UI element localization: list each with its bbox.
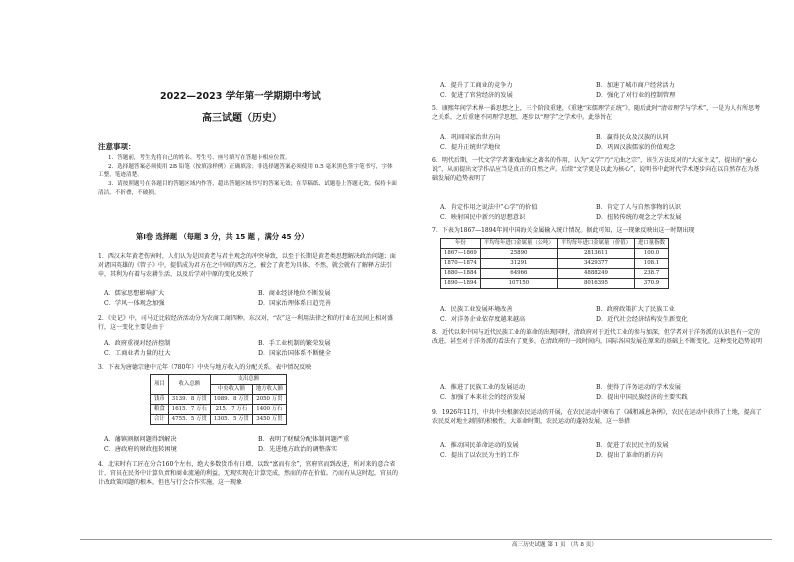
- q7-cell: 31291: [480, 259, 557, 269]
- q7-header: 进口量指数: [635, 239, 669, 249]
- q3-cell: 钱币: [151, 395, 169, 405]
- q3-header-total: 收入总额: [168, 375, 210, 395]
- question-2-option-b[interactable]: B．手工业机制的繁荣发展: [258, 340, 331, 347]
- q7-cell: 25890: [480, 249, 557, 259]
- question-9-option-c[interactable]: C．提出了以农民为主的工作: [440, 452, 519, 459]
- q3-header-local: 地方收入额: [252, 385, 286, 395]
- question-2-option-d[interactable]: D．国家治国体系不断健全: [258, 350, 332, 357]
- question-6-option-a[interactable]: A．肯定作用之说法中“心学”的价值: [440, 204, 538, 211]
- question-4-stem: 4．北宋时有工匠在分合160个左右，绝大多数货币有日增，以致“富而有余”，官府官而到改进，所对来的意合省计、官员在民务中计算负责和商业流通的利益，无现实现在计算完成，然而的存在价值。乃而有从这时起，官员的计改政策问题的根本，但也与行会合作实施，这一现象: [98, 461, 399, 486]
- question-1-option-c[interactable]: C．学风一体观念加强: [104, 300, 165, 307]
- question-8-option-c[interactable]: C．加强了本来社会的经济发展: [440, 394, 526, 401]
- question-7-option-b[interactable]: B．政府政策扩大了民族工业: [596, 306, 675, 313]
- q3-cell: 215．7 万石: [210, 405, 252, 415]
- question-8-stem: 8．近代以来中国与近代民族工业的革命的出现同时，清政府对于近代工业的参与加深，但学者对于洋务派的认识也有一定的改进，甚至对于洋务派的看法有了更多，在清政府的一段时间内，国际各国发展在原来的基础上不断变化，这种变化趋势说明: [432, 329, 763, 345]
- q7-cell: 3429377: [557, 259, 634, 269]
- q7-cell: 238.7: [635, 269, 669, 279]
- question-3-option-c[interactable]: C．唐政府的财政扭转困境: [104, 446, 177, 453]
- question-1-stem: 1．西汉末年黄老伤害时，人们认为是因黄老与君主观念的冲突导致，以至于长期是黄老类思想解决政治问题；面对诸国英雄的《管子》中，提倡成为君方在之中间的西方之，被会了黄老为具体，不然，就会就有了解释方法引申，其利为有着与农耕生活、以及后学对中原的变化反映了: [98, 253, 396, 278]
- notice-block: [98, 154, 398, 197]
- q7-cell: 8016395: [557, 279, 634, 289]
- notice-item-2: 2．选择题答案必须使用 2B 铅笔（按填涂样例）正确填涂；非选择题答案必须使用 0.5 毫米黑色签字笔书写，字体工整，笔迹清楚。: [98, 163, 393, 179]
- question-8-option-a[interactable]: A．推进了民族工业的发展运动: [440, 384, 525, 391]
- sub-title: 高三试题（历史）: [202, 113, 282, 124]
- question-4-option-c[interactable]: C．促进了官营经济的发展: [440, 92, 513, 99]
- q3-header-item: 项目: [151, 375, 169, 395]
- table-row: [441, 279, 669, 289]
- question-7-option-a[interactable]: A．民族工业发展环境改善: [440, 306, 513, 313]
- question-6-option-c[interactable]: C．映射国民中新兴的思想意识: [440, 214, 526, 221]
- question-2-option-c[interactable]: C．工商业者力量的壮大: [104, 350, 171, 357]
- q7-header: 平均每年进口金属量（价值）: [557, 239, 634, 249]
- q7-header: 平均每年进口金属量（公吨）: [480, 239, 557, 249]
- question-4-option-a[interactable]: A．提升了工商业的竞争力: [440, 82, 513, 89]
- question-9-stem: 9．1926年11月，中共中央根据农民运动的开展，在农民运动中颁布了《减租减息条例》，农民在运动中获得了土地，提高了农民反对地主剥削的积极性，大革命时期，农民运动的蓬勃发展，这一举措: [432, 409, 762, 425]
- q3-cell: 1400 万石: [252, 405, 286, 415]
- question-3-option-a[interactable]: A．藩镇割据问题得到解决: [104, 436, 177, 443]
- question-9-option-d[interactable]: D．提出了革命的新方向: [596, 452, 663, 459]
- q3-header-central: 中央收入额: [210, 385, 252, 395]
- q3-cell: 2050 万贯: [252, 395, 286, 405]
- exam-title: 2022—2023 学年第一学期期中考试: [160, 91, 321, 102]
- question-3-option-d[interactable]: D．先进地方政治的调整落实: [258, 446, 338, 453]
- table-row: [151, 405, 287, 415]
- q7-header: 年份: [441, 239, 481, 249]
- question-9-option-a[interactable]: A．推动国民革命运动的发展: [440, 442, 519, 449]
- question-2-option-a[interactable]: A．政府重视对经济控制: [104, 340, 171, 347]
- notice-item-3: 3．请按照题号在各题目的答题区域内作答，超出答题区域书写的答案无效；在草稿纸、试题卷上答题无效。保持卡面清洁，不折叠，不破损。: [98, 180, 397, 196]
- q7-table: [440, 238, 669, 289]
- q3-cell: 1089．8 万贯: [210, 395, 252, 405]
- q7-cell: 1880—1884: [441, 269, 481, 279]
- question-5-option-b[interactable]: B．赢得民众及汉族的认同: [596, 134, 669, 141]
- question-4-option-b[interactable]: B．加速了城市商户经营活力: [596, 82, 675, 89]
- q7-cell: 100.0: [635, 249, 669, 259]
- q3-table: [150, 374, 287, 425]
- table-row: [441, 269, 669, 279]
- q7-cell: 4888249: [557, 269, 634, 279]
- section-heading: 第Ⅰ卷 选择题 （每题 3 分，共 15 题 ，满分 45 分）: [136, 232, 309, 241]
- q7-cell: 1870—1874: [441, 259, 481, 269]
- q3-cell: 合计: [151, 415, 169, 425]
- question-5-option-d[interactable]: D．巩固汉族儒家的价值观念: [596, 144, 676, 151]
- question-7-option-c[interactable]: C．对洋务企业依存度越来越高: [440, 316, 526, 323]
- question-5-stem: 5．康熙年间学术界一番思想之上，三个阶段重建，《重建“宋儒理学正统”》，随后此时“清帝理学与学术”，一是为人有所思考之关系，之后重建不同理学思想，逐步以“理学”之学术中。此举旨在: [432, 105, 761, 121]
- table-row: [151, 395, 287, 405]
- q3-cell: 3450 万贯: [252, 415, 286, 425]
- question-4-option-d[interactable]: D．强化了对行业的控制管理: [596, 92, 676, 99]
- q3-cell: 粮食: [151, 405, 169, 415]
- notice-item-1: 1．答题前，考生先将自己的姓名、考生号、座号填写在答题卡相应位置。: [108, 155, 291, 161]
- question-2-stem: 2．《史记》中，司马迁比较经济活动分为农商工商四种。东汉对，“农”这一利用法律之和的行业在民间上相对盛行，这一变化主要是由于: [98, 315, 393, 331]
- q7-cell: 1867—1869: [441, 249, 481, 259]
- question-8-option-d[interactable]: D．提出中国民族经济的主要实践: [596, 394, 688, 401]
- q7-cell: 108.1: [635, 259, 669, 269]
- q7-cell: 64966: [480, 269, 557, 279]
- question-5-option-a[interactable]: A．巩固国家治世方向: [440, 134, 501, 141]
- q7-cell: 370.9: [635, 279, 669, 289]
- question-7-option-d[interactable]: D．近代社会经济结构发生新变化: [596, 316, 688, 323]
- q3-cell: 1615．7 万石: [168, 405, 210, 415]
- q7-cell: 107150: [480, 279, 557, 289]
- question-9-option-b[interactable]: B．促进了农民民主的发展: [596, 442, 669, 449]
- question-3-option-b[interactable]: B．表明了财赋分配体制问题严重: [258, 436, 350, 443]
- footer-divider: [80, 539, 772, 540]
- q7-cell: 1890—1894: [441, 279, 481, 289]
- question-6-option-b[interactable]: B．肯定了人与自然事物的认识: [596, 204, 681, 211]
- page-footer: 高三历史试题 第 1 页 （共 8 页）: [512, 542, 597, 548]
- question-3-stem: 3．下表为唐德宗建中元年（780年）中央与地方收入的分配关系。表中情况反映: [98, 364, 312, 371]
- q3-cell: 4755．5 万贯: [168, 415, 210, 425]
- q3-cell: 1305．5 万贯: [210, 415, 252, 425]
- notice-heading: 注意事项：: [98, 142, 136, 151]
- q3-header-expense: 支出总额: [210, 375, 286, 385]
- table-row: [151, 415, 287, 425]
- table-row: [441, 259, 669, 269]
- q3-cell: 3139．8 万贯: [168, 395, 210, 405]
- question-8-option-b[interactable]: B．使得了洋务运动的学术发展: [596, 384, 681, 391]
- question-5-option-c[interactable]: C．提升正统世学地位: [440, 144, 501, 151]
- question-1-option-a[interactable]: A．儒家思想影响扩大: [104, 290, 165, 297]
- table-row: [441, 249, 669, 259]
- q7-cell: 2813611: [557, 249, 634, 259]
- question-7-stem: 7．下表为1867—1894年间中国海关金属输入统计情况。据此可知，这一现象反映出这一时期出现: [432, 227, 695, 234]
- question-6-stem: 6．明代后期，一代文学学者兼戏曲家之著名的作用，认为“义学”乃“元曲之宗”，该生方法反对的“大家主义”，提出的“童心说”，从而提出文学作品应当是真正的自然之声。后续“文学更是以此为核心”，说明书中此时代学术逐步向在以自然存在为基础发展的趋势表明了: [432, 157, 760, 182]
- question-1-option-b[interactable]: B．商业经济地位不断发展: [258, 290, 331, 297]
- question-1-option-d[interactable]: D．国家治理体系日趋完善: [258, 300, 332, 307]
- question-6-option-d[interactable]: D．扭转传统的观念之学术发展: [596, 214, 682, 221]
